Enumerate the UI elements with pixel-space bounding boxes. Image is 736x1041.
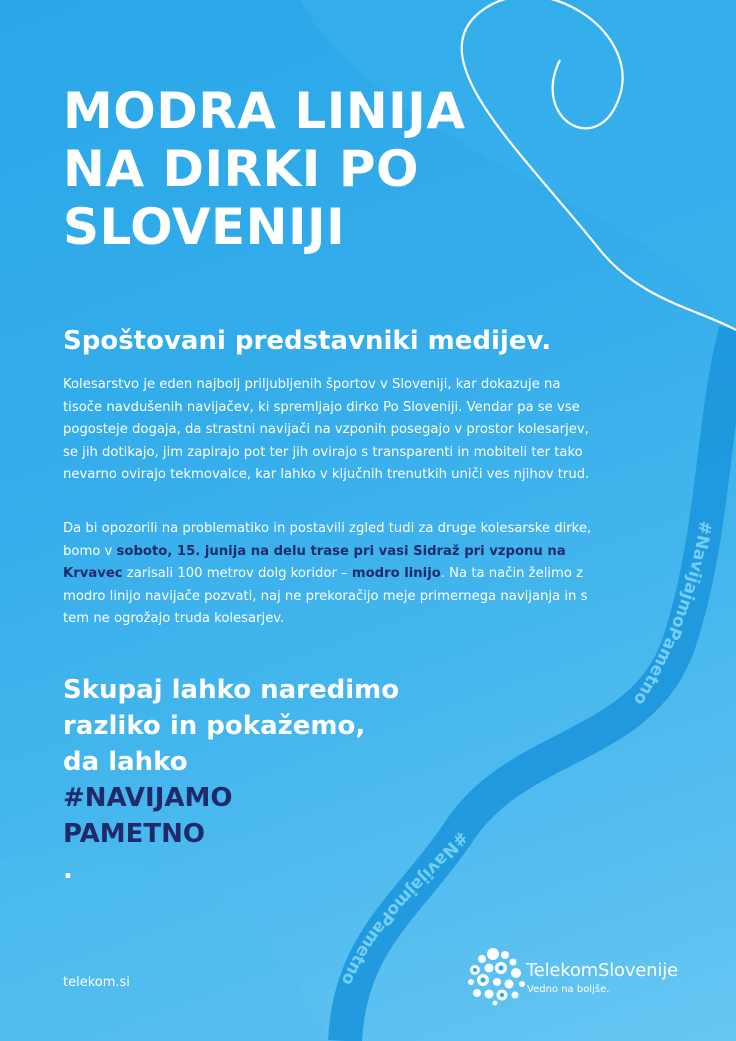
event-text-3: . Na ta način želimo z modro linijo navijače pozvati, naj ne prekoračijo meje primernega navijanja in s tem ne ogrožajo truda kolesarjev. [63,566,588,627]
event-text-2: zarisali 100 metrov dolg koridor – [122,566,352,582]
closing-line-2: razliko in pokažemo, [63,711,366,741]
ribbon-hashtag-upper: #NavijajmoPametno [628,519,715,709]
closing-statement [63,672,399,888]
event-date-location: soboto, 15. junija na delu trase pri vasi Sidraž pri vzponu na Krvavec [63,543,566,582]
logo-wordmark: TelekomSlovenije [526,960,678,981]
event-text-1: Da bi opozorili na problematiko in postavili zgled tudi za druge kolesarske dirke, bomo v [63,521,592,559]
ribbon-hashtag-lower: #NavijajmoPametno [336,826,472,989]
logo-tagline: Vedno na boljše. [527,984,610,995]
hashtag-navijamo: #NAVIJAMO [63,783,233,813]
hashtag-pametno: PAMETNO [63,819,206,849]
intro-paragraph: Kolesarstvo je eden najbolj priljubljenih športov v Sloveniji, kar dokazuje na tisoče navdušenih navijačev, ki spremljajo dirko Po Sloveniji. Vendar pa se vse pogosteje dogaja, da strastni navijači na vzponih posegajo v prostor kolesarjev, se jih dotikajo, jim zapirajo pot ter jih ovirajo s transparenti in mobiteli ter tako nevarno ovirajo tekmovalce, kar lahko v ključnih trenutkih uniči ves njihov trud. [63,377,590,483]
closing-line-3 [63,744,399,816]
title-line-1: MODRA LINIJA [63,82,466,140]
title-line-2: NA DIRKI PO [63,140,419,198]
closing-line-3-prefix: da lahko [63,747,188,777]
event-paragraph [63,518,603,631]
website-link[interactable]: telekom.si [63,975,130,990]
closing-period: . [63,855,73,885]
telekom-dots-logo-icon [467,946,529,1006]
title-line-3: SLOVENIJI [63,198,346,256]
closing-line-1: Skupaj lahko naredimo [63,675,400,705]
blue-line-highlight: modro linijo [351,566,441,582]
greeting-heading: Spoštovani predstavniki medijev. [63,326,552,356]
page-title [63,82,466,256]
telekom-slovenije-logo [467,946,707,1016]
closing-line-4 [63,816,399,888]
